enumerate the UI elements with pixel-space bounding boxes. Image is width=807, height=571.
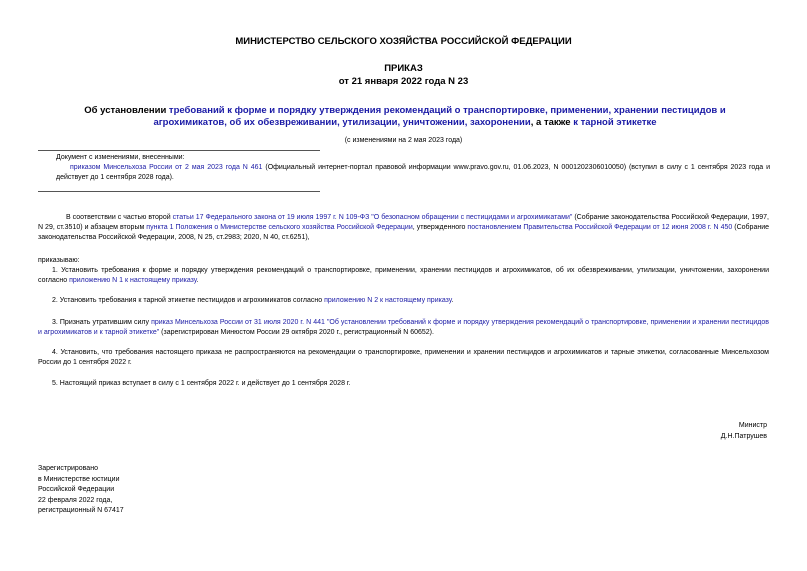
appendix-2-link[interactable]: приложению N 2 к настоящему приказу: [324, 297, 452, 304]
title-suffix: , а также: [530, 117, 574, 128]
preamble-t3: , утвержденного: [412, 224, 468, 231]
document-title: [60, 105, 750, 129]
item-2-end: .: [451, 297, 454, 304]
title-link[interactable]: требований к форме и порядку утверждения рекомендаций о транспортировке, применении, хранении пестицидов и агрохимикатов, об их обезвреживании, утилизации, уничтожении, захоронении: [153, 105, 726, 128]
ministry-heading: МИНИСТЕРСТВО СЕЛЬСКОГО ХОЗЯЙСТВА РОССИЙСКОЙ ФЕДЕРАЦИИ: [235, 36, 572, 47]
registration-line-1: Зарегистрировано: [38, 465, 98, 472]
doc-type-heading: ПРИКАЗ: [384, 63, 423, 74]
amend-rest: (Официальный интернет-портал правовой информации www.pravo.gov.ru, 01.06.2023, N 0001202306010050) (вступил в силу с 1 сентября 2023 года и действует до 1 сентября 2028 года).: [56, 164, 770, 181]
divider-top: [38, 150, 320, 151]
repealed-order-link[interactable]: приказ Минсельхоза России от 31 июля 2020 г. N 441 "Об установлении требований к форме и порядку утверждения рекомендаций о транспортировке, применении и хранении пестицидов и агрохимикатов и к тарной этикетке": [38, 319, 769, 336]
item-1-end: .: [196, 277, 199, 284]
preamble-t2: (Собрание законодательства Российской Федерации, 1997, N 29, ст.3510) и абзацем вторым: [38, 214, 769, 231]
item-3-text: 3. Признать утратившим силу: [52, 319, 152, 326]
appendix-1-link[interactable]: приложению N 1 к настоящему приказу: [69, 277, 197, 284]
registration-line-3: Российской Федерации: [38, 486, 115, 493]
registration-line-2: в Министерстве юстиции: [38, 475, 120, 483]
item-3: [38, 318, 769, 338]
date-number-heading: от 21 января 2022 года N 23: [338, 76, 469, 87]
order-word: приказываю:: [38, 257, 80, 264]
law-link[interactable]: статьи 17 Федерального закона от 19 июля 1997 г. N 109-ФЗ "О безопасном обращении с пестицидами и агрохимикатами": [172, 214, 573, 221]
item-1-text: 1. Установить требования к форме и порядку утверждения рекомендаций о транспортировке, применении, хранении пестицидов и агрохимикатов, об их обезвреживании, утилизации, уничтожении, захоронении согласно: [38, 267, 769, 284]
decree-link[interactable]: постановлением Правительства Российской Федерации от 12 июня 2008 г. N 450: [467, 224, 733, 231]
divider-bottom: [38, 191, 320, 192]
regulation-link[interactable]: пункта 1 Положения о Министерстве сельского хозяйства Российской Федерации: [146, 224, 413, 231]
signature-block: [567, 421, 767, 442]
item-2-text: 2. Установить требования к тарной этикетке пестицидов и агрохимикатов согласно: [52, 297, 325, 304]
item-1: [38, 266, 769, 286]
signer-name: Д.Н.Патрушев: [720, 432, 767, 440]
amend-text: [56, 163, 770, 183]
item-5: 5. Настоящий приказ вступает в силу с 1 сентября 2022 г. и действует до 1 сентября 2028 г.: [52, 380, 351, 387]
title-link-2[interactable]: к тарной этикетке: [573, 117, 657, 128]
title-prefix: Об установлении: [84, 105, 169, 116]
registration-block: [38, 464, 238, 517]
preamble-t1: В соответствии с частью второй: [66, 214, 173, 221]
amend-heading: Документ с изменениями, внесенными:: [56, 154, 185, 161]
item-3-end: (зарегистрирован Минюстом России 29 октября 2020 г., регистрационный N 60652).: [159, 329, 434, 336]
signer-position: Министр: [738, 422, 767, 429]
changes-note: (с изменениями на 2 мая 2023 года): [344, 137, 463, 144]
registration-line-5: регистрационный N 67417: [38, 507, 124, 514]
preamble-t4: (Собрание законодательства Российской Федерации, 2008, N 25, ст.2983; 2020, N 40, ст.6251),: [38, 224, 770, 241]
amend-link[interactable]: приказом Минсельхоза России от 2 мая 2023 года N 461: [70, 164, 263, 171]
amend-block: [56, 153, 770, 183]
item-2: [38, 296, 769, 306]
item-4: 4. Установить, что требования настоящего приказа не распространяются на рекомендации о транспортировке, применении и хранении пестицидов и агрохимикатов и тарные этикетки, согласованные Минсельхозом России до 1 сентября 2022 г.: [38, 349, 769, 366]
registration-line-4: 22 февраля 2022 года,: [38, 496, 113, 504]
preamble: [38, 213, 769, 243]
